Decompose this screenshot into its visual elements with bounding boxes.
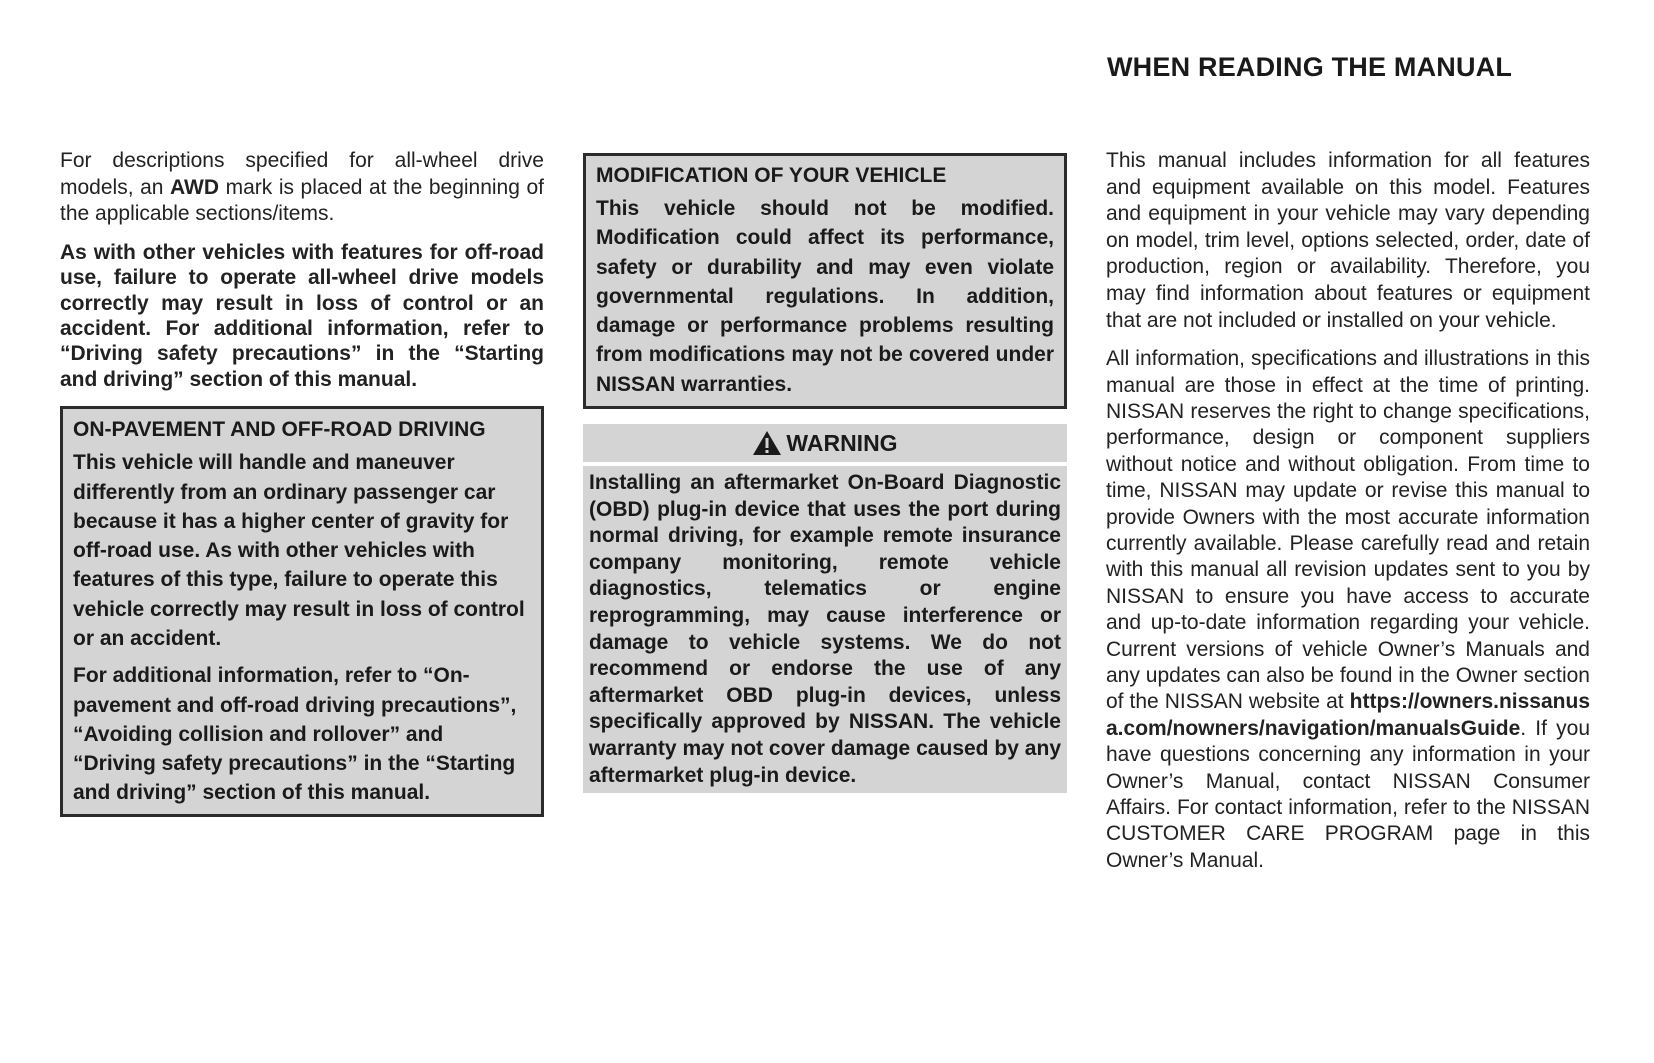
on-pavement-title: ON-PAVEMENT AND OFF-ROAD DRIVING <box>73 418 486 442</box>
column-middle <box>583 153 1067 793</box>
specifications-text-before: All information, specifications and illustrations in this manual are those in effect at the time of printing. NISSAN reserves the right to change specifications, performance, design or component suppliers without notice and without obligation. From time to time, NISSAN may update or revise this manual to provide Owners with the most accurate information currently available. Please carefully read and retain with this manual all revision updates sent to you by NISSAN to ensure you have access to accurate and up-to-date information regarding your vehicle. Current versions of vehicle Owner’s Manuals and any updates can also be found in the Owner section of the NISSAN website at <box>1106 347 1590 714</box>
awd-text-before: For descriptions specified for all-wheel drive models, an <box>60 149 544 199</box>
warning-triangle-icon <box>752 430 782 456</box>
warning-label: WARNING <box>786 429 898 456</box>
column-right <box>1106 148 1590 874</box>
awd-mark: AWD <box>170 175 220 199</box>
specifications-paragraph <box>1106 346 1590 874</box>
page-header: WHEN READING THE MANUAL <box>1107 52 1513 82</box>
modification-text: This vehicle should not be modified. Modification could affect its performance, safety or durability and may even violate governmental regulations. In addition, damage or performance problems resulting from modifications may not be covered under NISSAN warranties. <box>596 197 1054 396</box>
modification-box <box>583 153 1067 409</box>
offroad-caution: As with other vehicles with features for off-road use, failure to operate all-wheel drive models correctly may result in loss of control or an accident. For additional information, refer to “Driving safety precautions” in the “Starting and driving” section of this manual. <box>60 240 544 391</box>
awd-text-after: mark is placed at the beginning of the applicable sections/items. <box>60 175 544 226</box>
owners-manual-link[interactable]: https://owners.nissanusa.com/nowners/navigation/manualsGuide <box>1106 690 1590 740</box>
warning-text: Installing an aftermarket On-Board Diagnostic (OBD) plug-in device that uses the port during normal driving, for example remote insurance company monitoring, remote vehicle diagnostics, telematics or engine reprogramming, may cause interference or damage to vehicle systems. We do not recommend or endorse the use of any aftermarket OBD plug-in devices, unless specifically approved by NISSAN. The vehicle warranty may not cover damage caused by any aftermarket plug-in device. <box>583 466 1067 793</box>
modification-title: MODIFICATION OF YOUR VEHICLE <box>596 164 947 187</box>
specifications-text-after: . If you have questions concerning any information in your Owner’s Manual, contact NISSAN Consumer Affairs. For contact information, refer to the NISSAN CUSTOMER CARE PROGRAM page in this Owner’s Manual. <box>1106 716 1590 872</box>
awd-description <box>60 148 544 228</box>
column-left <box>60 148 544 817</box>
on-pavement-text-2: For additional information, refer to “On-pavement and off-road driving precautions”, “Avoiding collision and rollover” and “Driving safety precautions” in the “Starting and driving” section of this manual. <box>73 664 517 805</box>
warning-header <box>583 424 1067 462</box>
on-pavement-text-1: This vehicle will handle and maneuver differently from an ordinary passenger car because it has a higher center of gravity for off-road use. As with other vehicles with features of this type, failure to operate this vehicle correctly may result in loss of control or an accident. <box>73 451 525 650</box>
features-paragraph: This manual includes information for all features and equipment available on this model. Features and equipment in your vehicle may vary depending on model, trim level, options selected, order, date of production, region or availability. Therefore, you may find information about features or equipment that are not included or installed on your vehicle. <box>1106 149 1590 332</box>
on-pavement-box <box>60 406 544 817</box>
